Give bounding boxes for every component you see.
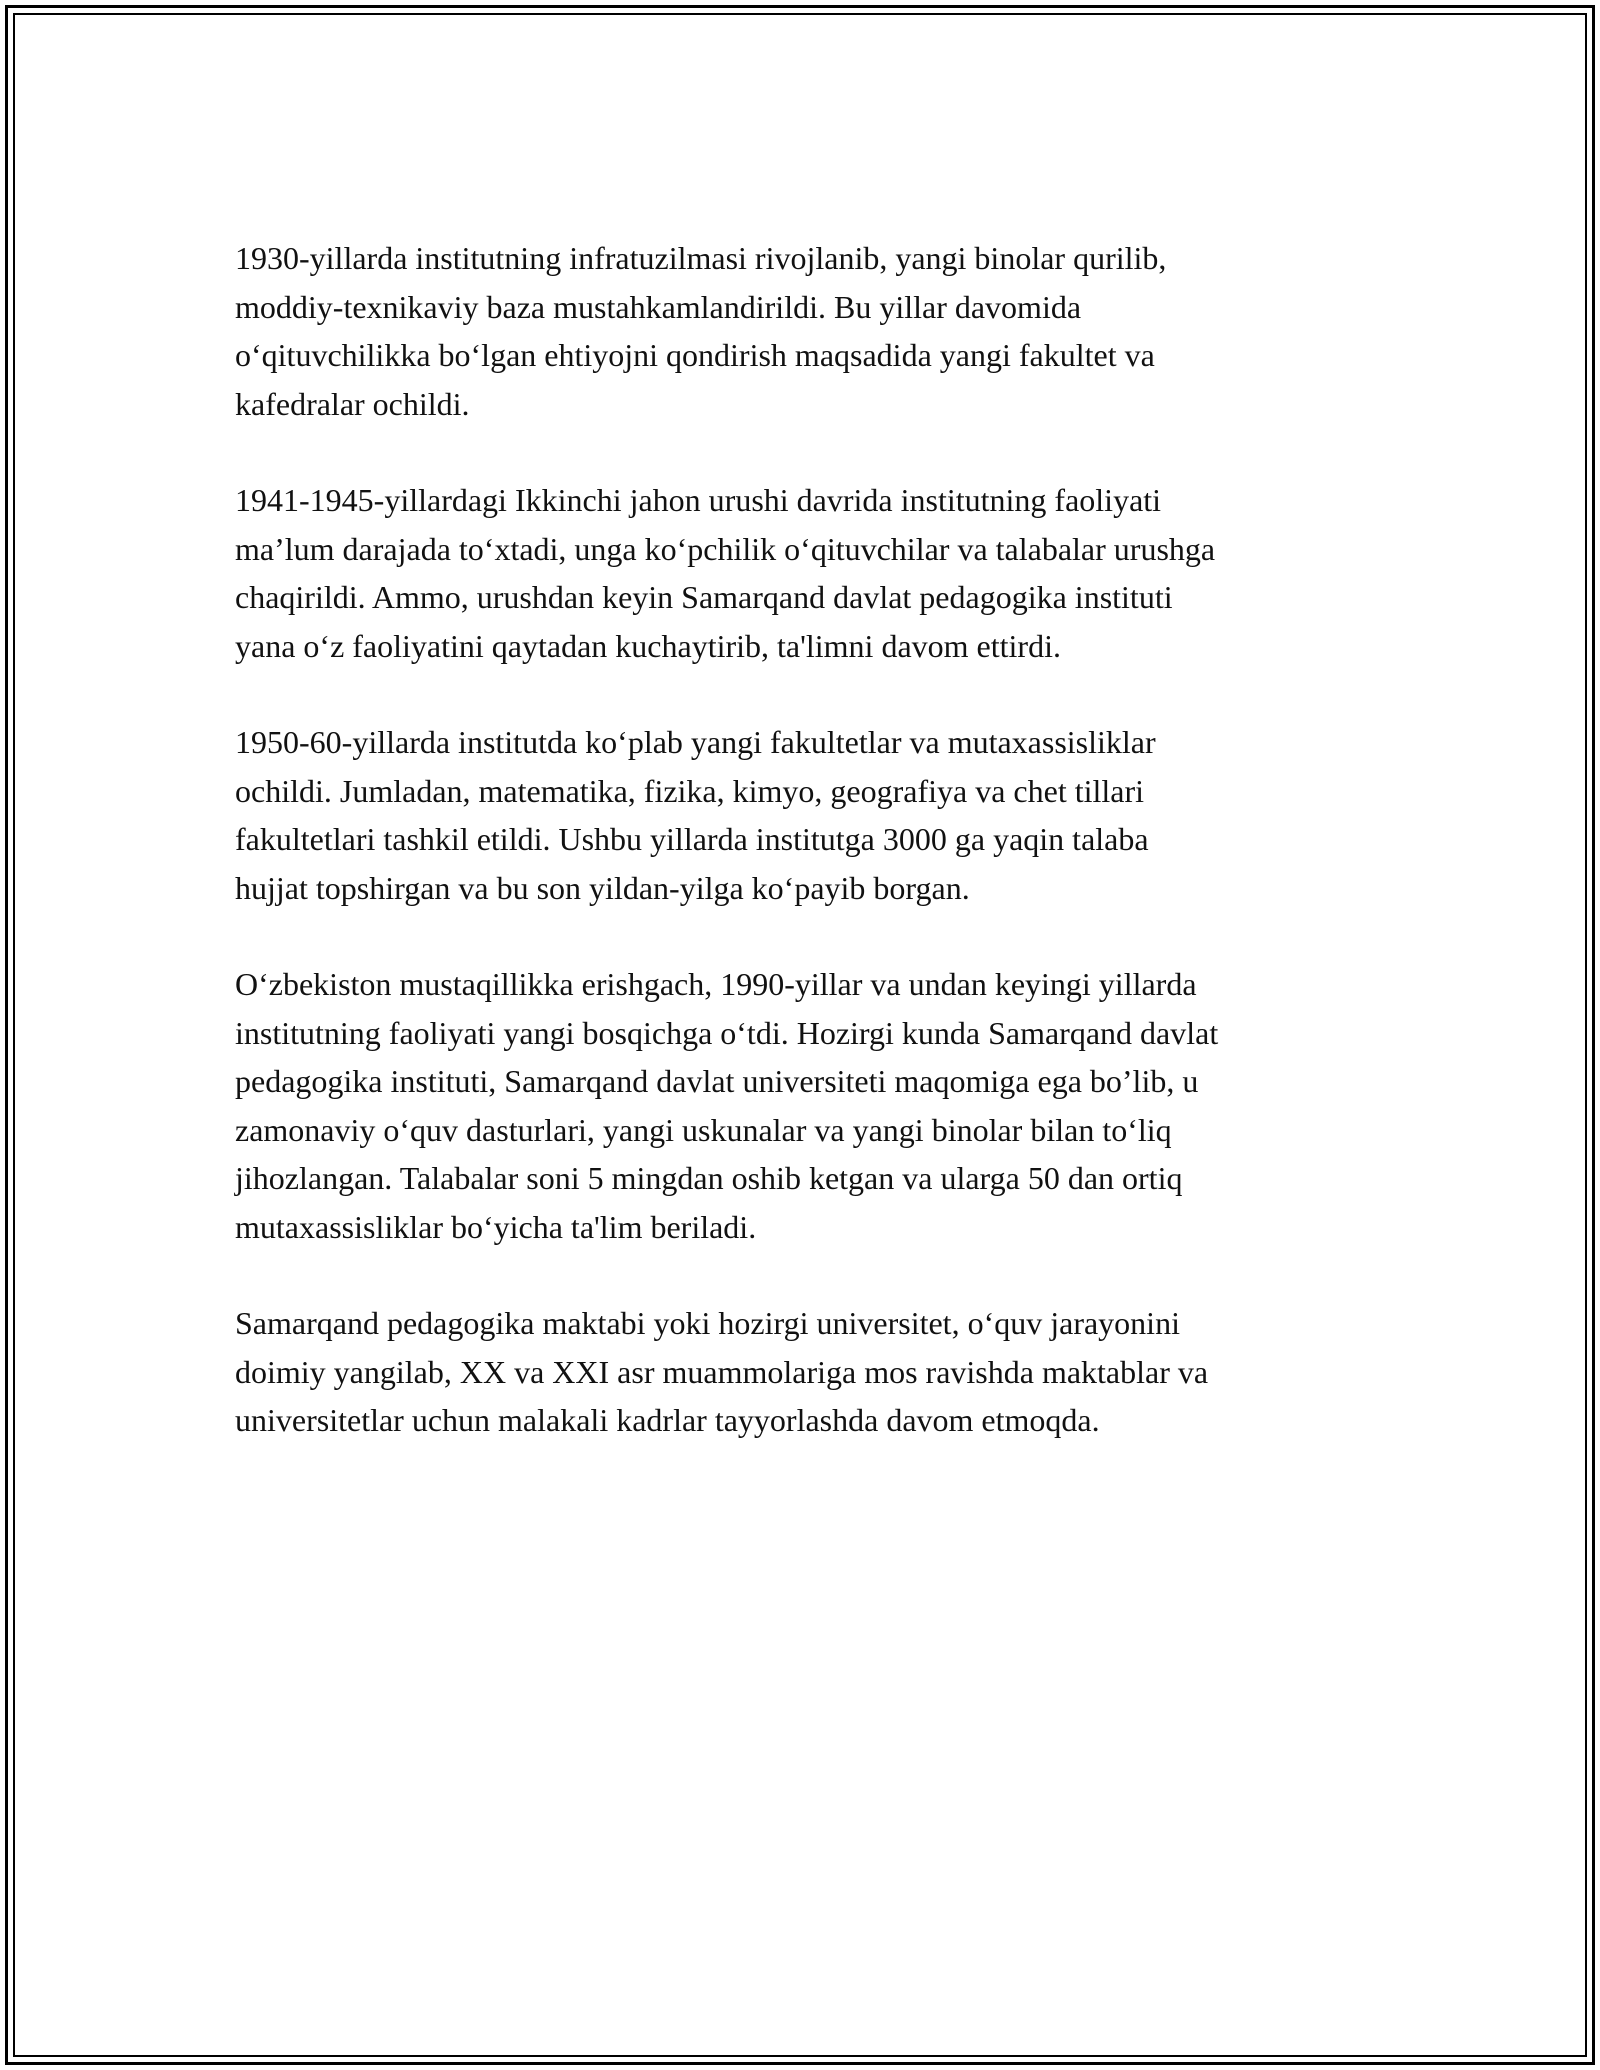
text-line: ochildi. Jumladan, matematika, fizika, kimyo, geografiya va chet tillari [235,772,1145,809]
document-body [235,234,1375,1493]
text-line: yana o‘z faoliyatini qaytadan kuchaytirib, ta'limni davom ettirdi. [235,627,1061,664]
text-line: moddiy-texnikaviy baza mustahkamlandirildi. Bu yillar davomida [235,288,1082,325]
text-line: mutaxassisliklar bo‘yicha ta'lim beriladi. [235,1208,757,1245]
text-line: ma’lum darajada to‘xtadi, unga ko‘pchilik o‘qituvchilar va talabalar urushga [235,530,1216,567]
text-line: pedagogika instituti, Samarqand davlat universiteti maqomiga ega bo’lib, u [235,1063,1199,1099]
text-line: universitetlar uchun malakali kadrlar tayyorlashda davom etmoqda. [235,1402,1100,1438]
text-line: 1950-60-yillarda institutda ko‘plab yangi fakultetlar va mutaxassisliklar [235,724,1156,760]
text-line: Samarqand pedagogika maktabi yoki hozirgi universitet, o‘quv jarayonini [235,1305,1180,1341]
text-line: zamonaviy o‘quv dasturlari, yangi uskunalar va yangi binolar bilan to‘liq [235,1111,1172,1148]
text-line: chaqirildi. Ammo, urushdan keyin Samarqand davlat pedagogika instituti [235,579,1173,615]
paragraph-1941-1945 [235,476,1375,670]
paragraph-independence [235,960,1375,1251]
text-line: doimiy yangilab, XX va XXI asr muammolariga mos ravishda maktablar va [235,1353,1209,1390]
paragraph-1930s [235,234,1375,428]
text-line: fakultetlari tashkil etildi. Ushbu yillarda institutga 3000 ga yaqin talaba [235,821,1149,857]
text-line: jihozlangan. Talabalar soni 5 mingdan oshib ketgan va ularga 50 dan ortiq [235,1160,1183,1196]
paragraph-conclusion [235,1299,1375,1445]
text-line: 1941-1945-yillardagi Ikkinchi jahon urushi davrida institutning faoliyati [235,482,1162,518]
text-line: 1930-yillarda institutning infratuzilmasi rivojlanib, yangi binolar qurilib, [235,240,1167,276]
text-line: kafedralar ochildi. [235,385,470,422]
text-line: hujjat topshirgan va bu son yildan-yilga ko‘payib borgan. [235,869,970,906]
text-line: institutning faoliyati yangi bosqichga o‘tdi. Hozirgi kunda Samarqand davlat [235,1014,1219,1051]
paragraph-1950-60 [235,718,1375,912]
text-line: O‘zbekiston mustaqillikka erishgach, 1990-yillar va undan keyingi yillarda [235,966,1197,1002]
text-line: o‘qituvchilikka bo‘lgan ehtiyojni qondirish maqsadida yangi fakultet va [235,337,1155,373]
